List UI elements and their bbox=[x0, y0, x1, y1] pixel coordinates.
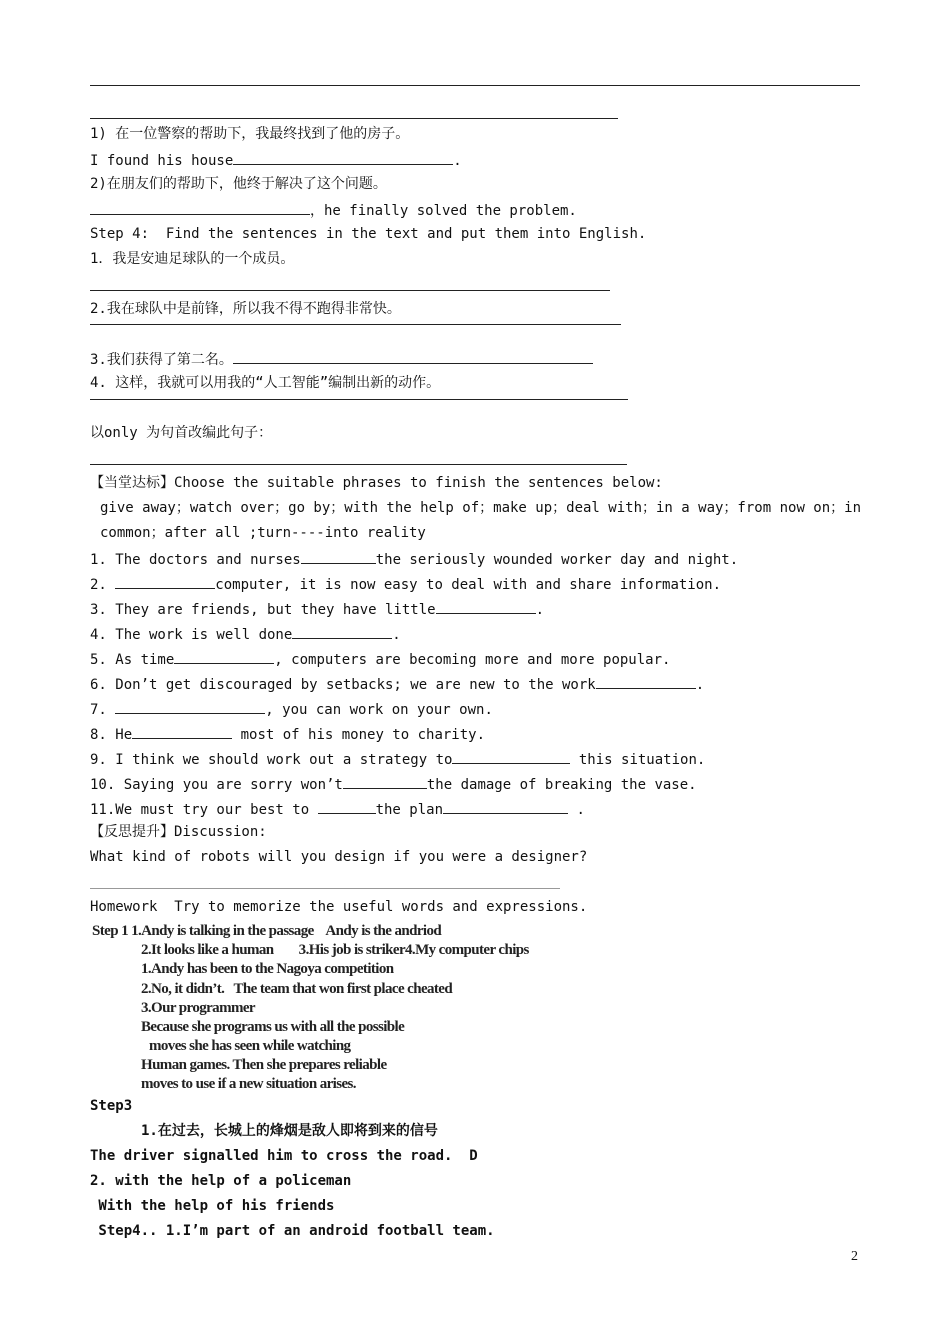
answer-step3-line: 2. with the help of a policeman bbox=[90, 1173, 352, 1189]
text-fragment: 5. As time bbox=[90, 652, 175, 668]
blank[interactable] bbox=[292, 624, 392, 639]
text-fragment: the damage of breaking the vase. bbox=[426, 777, 697, 793]
blank[interactable] bbox=[233, 150, 453, 165]
answer-key-line: Because she programs us with all the possible bbox=[141, 1019, 405, 1035]
question-3 bbox=[90, 599, 544, 619]
phrase-bank-line-1: give away；watch over；go by；with the help of；make up；deal with；in a way；from now on；in bbox=[100, 500, 862, 516]
answer-key-line: 2.It looks like a human 3.His job is striker4.My computer chips bbox=[141, 942, 529, 958]
answer-key-line: Step 1 1.Andy is talking in the passage Andy is the andriod bbox=[92, 923, 442, 939]
text-fragment: 7. bbox=[90, 702, 116, 718]
blank[interactable] bbox=[115, 574, 215, 589]
text-fragment: 1. The doctors and nurses bbox=[90, 552, 301, 568]
answer-step3-line: With the help of his friends bbox=[90, 1198, 335, 1214]
text-fragment: this situation. bbox=[570, 752, 706, 768]
blank[interactable] bbox=[233, 349, 593, 364]
exercise-header: 【当堂达标】Choose the suitable phrases to finish the sentences below: bbox=[90, 475, 663, 491]
question-10 bbox=[90, 774, 697, 794]
text-fragment: 3. They are friends, but they have little bbox=[90, 602, 436, 618]
text-fragment: 10. Saying you are sorry won’t bbox=[90, 777, 343, 793]
step4-sentence-1: 1．我是安迪足球队的一个成员。 bbox=[90, 251, 295, 267]
answer-step3-line: 1.在过去，长城上的烽烟是敌人即将到来的信号 bbox=[141, 1123, 438, 1139]
text-fragment: the plan bbox=[375, 802, 444, 818]
blank[interactable] bbox=[318, 799, 376, 814]
blank[interactable] bbox=[174, 649, 274, 664]
answer-step3-label: Step3 bbox=[90, 1098, 133, 1114]
blank[interactable] bbox=[301, 549, 376, 564]
translation-item-2-en bbox=[90, 200, 577, 220]
text-fragment: . bbox=[535, 602, 545, 618]
blank[interactable] bbox=[443, 799, 568, 814]
answer-line bbox=[90, 324, 621, 325]
text-fragment: most of his money to charity. bbox=[232, 727, 486, 743]
answer-key-line: 1.Andy has been to the Nagoya competition bbox=[141, 961, 394, 977]
text-fragment: 11.We must try our best to bbox=[90, 802, 318, 818]
only-rewrite-note: 以only 为句首改编此句子： bbox=[90, 425, 273, 441]
answer-key-line: 3.Our programmer bbox=[141, 1000, 255, 1016]
question-6 bbox=[90, 674, 704, 694]
translation-item-2-cn: 2)在朋友们的帮助下，他终于解决了这个问题。 bbox=[90, 176, 387, 192]
text-fragment: ，he finally solved the problem. bbox=[310, 203, 577, 219]
blank[interactable] bbox=[115, 699, 265, 714]
answer-line bbox=[90, 290, 610, 291]
top-rule bbox=[90, 85, 860, 86]
blank[interactable] bbox=[452, 749, 570, 764]
question-9 bbox=[90, 749, 705, 769]
text-fragment: 9. I think we should work out a strategy to bbox=[90, 752, 453, 768]
step4-title: Step 4: Find the sentences in the text and put them into English. bbox=[90, 226, 647, 242]
question-2 bbox=[90, 574, 721, 594]
text-fragment: . bbox=[568, 802, 585, 818]
blank[interactable] bbox=[436, 599, 536, 614]
text-fragment: 6. Don’t get discouraged by setbacks; we are new to the work bbox=[90, 677, 596, 693]
translation-item-1-cn: 1) 在一位警察的帮助下，我最终找到了他的房子。 bbox=[90, 126, 410, 142]
blank[interactable] bbox=[343, 774, 427, 789]
answer-step4-line: Step4.. 1.I’m part of an android football team. bbox=[90, 1223, 495, 1239]
discussion-question: What kind of robots will you design if you were a designer? bbox=[90, 849, 588, 865]
question-4 bbox=[90, 624, 401, 644]
question-11 bbox=[90, 799, 585, 819]
text-fragment: computer, it is now easy to deal with and share information. bbox=[215, 577, 722, 593]
text-fragment: . bbox=[392, 627, 401, 643]
reflection-header: 【反思提升】Discussion: bbox=[90, 824, 267, 840]
step4-sentence-3 bbox=[90, 349, 593, 369]
question-1 bbox=[90, 549, 738, 569]
answer-line bbox=[90, 118, 618, 119]
answer-key-line: moves to use if a new situation arises. bbox=[141, 1076, 356, 1092]
question-5 bbox=[90, 649, 670, 669]
step4-sentence-2: 2.我在球队中是前锋，所以我不得不跑得非常快。 bbox=[90, 301, 401, 317]
question-7 bbox=[90, 699, 493, 719]
text-fragment: , you can work on your own. bbox=[265, 702, 493, 718]
blank[interactable] bbox=[596, 674, 696, 689]
answer-line bbox=[90, 464, 627, 465]
answer-key-line: moves she has seen while watching bbox=[149, 1038, 351, 1054]
step4-sentence-4: 4. 这样，我就可以用我的“人工智能”编制出新的动作。 bbox=[90, 375, 441, 391]
text-fragment: . bbox=[453, 153, 462, 169]
text-fragment: 3.我们获得了第二名。 bbox=[90, 352, 233, 368]
page-number: 2 bbox=[851, 1249, 858, 1264]
question-8 bbox=[90, 724, 485, 744]
text-fragment: 2. bbox=[90, 577, 116, 593]
answer-step3-line: The driver signalled him to cross the road. D bbox=[90, 1148, 478, 1164]
text-fragment: the seriously wounded worker day and night. bbox=[375, 552, 739, 568]
answer-line bbox=[90, 888, 560, 889]
phrase-bank-line-2: common；after all ;turn----into reality bbox=[100, 525, 426, 541]
text-fragment: . bbox=[695, 677, 705, 693]
text-fragment: 8. He bbox=[90, 727, 133, 743]
homework-line: Homework Try to memorize the useful words and expressions. bbox=[90, 899, 588, 915]
blank[interactable] bbox=[90, 200, 310, 215]
answer-line bbox=[90, 399, 628, 400]
text-fragment: I found his house bbox=[90, 153, 234, 169]
answer-key-line: 2.No, it didn’t. The team that won first place cheated bbox=[141, 981, 453, 997]
answer-key-line: Human games. Then she prepares reliable bbox=[141, 1057, 387, 1073]
translation-item-1-en bbox=[90, 150, 462, 170]
text-fragment: , computers are becoming more and more popular. bbox=[274, 652, 671, 668]
blank[interactable] bbox=[132, 724, 232, 739]
text-fragment: 4. The work is well done bbox=[90, 627, 293, 643]
